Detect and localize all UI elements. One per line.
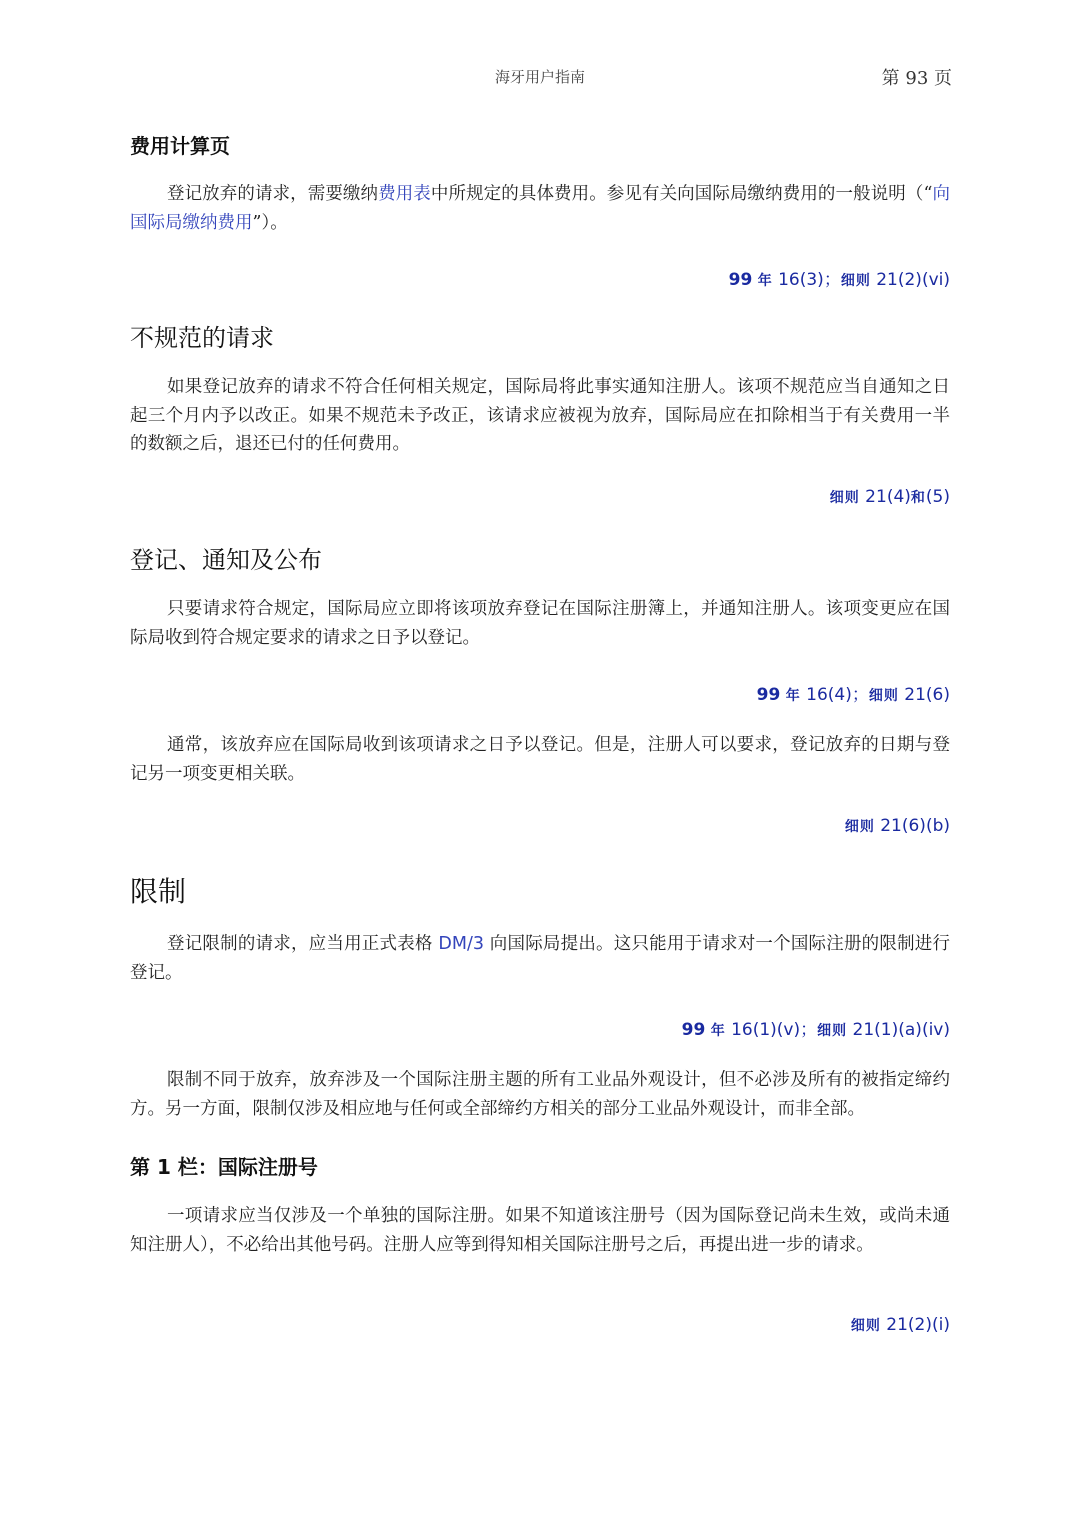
ref-rule: 21(6)	[898, 685, 950, 705]
ref-rule-label: 细则	[850, 1318, 881, 1334]
ref-act-label: 年	[710, 1023, 726, 1039]
ref-rule: 21(2)(vi)	[870, 270, 950, 290]
ref-article: 16(3)；	[772, 270, 841, 290]
ref-rule: 21(6)(b)	[874, 816, 950, 836]
ref-act: 99	[756, 685, 781, 705]
ref-act: 99	[681, 1020, 706, 1040]
legal-reference[interactable]	[729, 265, 950, 290]
ref-article: 16(1)(v)；	[725, 1020, 818, 1040]
ref-rule-label: 细则	[844, 819, 875, 835]
paragraph-text: 登记限制的请求，应当用正式表格	[167, 934, 439, 954]
paragraph-text: 向国际局提出。这只能用于请求对一个国际注册的限制进行登记。	[130, 934, 951, 983]
paragraph-registration-number: 一项请求应当仅涉及一个单独的国际注册。如果不知道该注册号（因为国际登记尚未生效，或尚未通知注册人），不必给出其他号码。注册人应等到得知相关国际注册号之后，再提出进一步的请求。	[130, 1206, 950, 1255]
paragraph-text: 中所规定的具体费用。参见有关向国际局缴纳费用的一般说明（“	[430, 184, 933, 204]
ref-rule-label: 细则	[868, 688, 899, 704]
ref-rule: 21(1)(a)(iv)	[847, 1020, 950, 1040]
section-heading-irregular-request: 不规范的请求	[130, 324, 274, 352]
page-number: 第 93 页	[881, 68, 952, 89]
ref-article: 16(4)；	[800, 685, 869, 705]
ref-rule-label: 细则	[829, 490, 860, 506]
running-header-title: 海牙用户指南	[494, 68, 585, 86]
section-heading-limitation: 限制	[130, 875, 187, 908]
ref-rule-label: 细则	[840, 273, 871, 289]
paragraph-text: 登记放弃的请求，需要缴纳	[167, 184, 379, 204]
legal-reference[interactable]	[757, 680, 950, 705]
paragraph-limitation-2: 限制不同于放弃，放弃涉及一个国际注册主题的所有工业品外观设计，但不必涉及所有的被指定缔约方。另一方面，限制仅涉及相应地与任何或全部缔约方相关的部分工业品外观设计，而非全部。	[130, 1070, 950, 1119]
section-heading-recording-notification: 登记、通知及公布	[130, 546, 322, 574]
fee-schedule-link[interactable]: 费用表	[378, 184, 431, 204]
ref-rule: 21(4)	[859, 487, 911, 507]
legal-reference[interactable]	[845, 816, 950, 836]
payment-of-fees-link[interactable]: 向国际局缴纳费用	[130, 184, 951, 233]
section-heading-item-1: 第 1 栏：国际注册号	[130, 1155, 318, 1179]
paragraph-limitation-1	[130, 930, 950, 987]
paragraph-fee-calculation	[130, 180, 950, 237]
paragraph-text: ”）。	[252, 212, 288, 233]
ref-rule-label: 细则	[817, 1023, 848, 1039]
ref-act-label: 年	[757, 273, 773, 289]
form-dm3-link[interactable]: DM/3	[438, 934, 485, 954]
legal-reference[interactable]	[830, 487, 950, 507]
ref-act-label: 年	[785, 688, 801, 704]
section-heading-fee-calculation: 费用计算页	[130, 134, 230, 158]
paragraph-irregular-request: 如果登记放弃的请求不符合任何相关规定，国际局将此事实通知注册人。该项不规范应当自通知之日起三个月内予以改正。如果不规范未予改正，该请求应被视为放弃，国际局应在扣除相当于有关费用一半的数额之后，退还已付的任何费用。	[130, 377, 950, 454]
ref-rule: 21(2)(i)	[880, 1315, 950, 1335]
paragraph-recording-1: 只要请求符合规定，国际局应立即将该项放弃登记在国际注册簿上，并通知注册人。该项变更应在国际局收到符合规定要求的请求之日予以登记。	[130, 599, 950, 648]
ref-act: 99	[728, 270, 753, 290]
ref-rule: (5)	[925, 487, 950, 507]
legal-reference[interactable]	[682, 1015, 950, 1040]
legal-reference[interactable]	[851, 1315, 950, 1335]
paragraph-recording-2: 通常，该放弃应在国际局收到该项请求之日予以登记。但是，注册人可以要求，登记放弃的日期与登记另一项变更相关联。	[130, 735, 950, 784]
ref-conjunction: 和	[910, 490, 926, 506]
